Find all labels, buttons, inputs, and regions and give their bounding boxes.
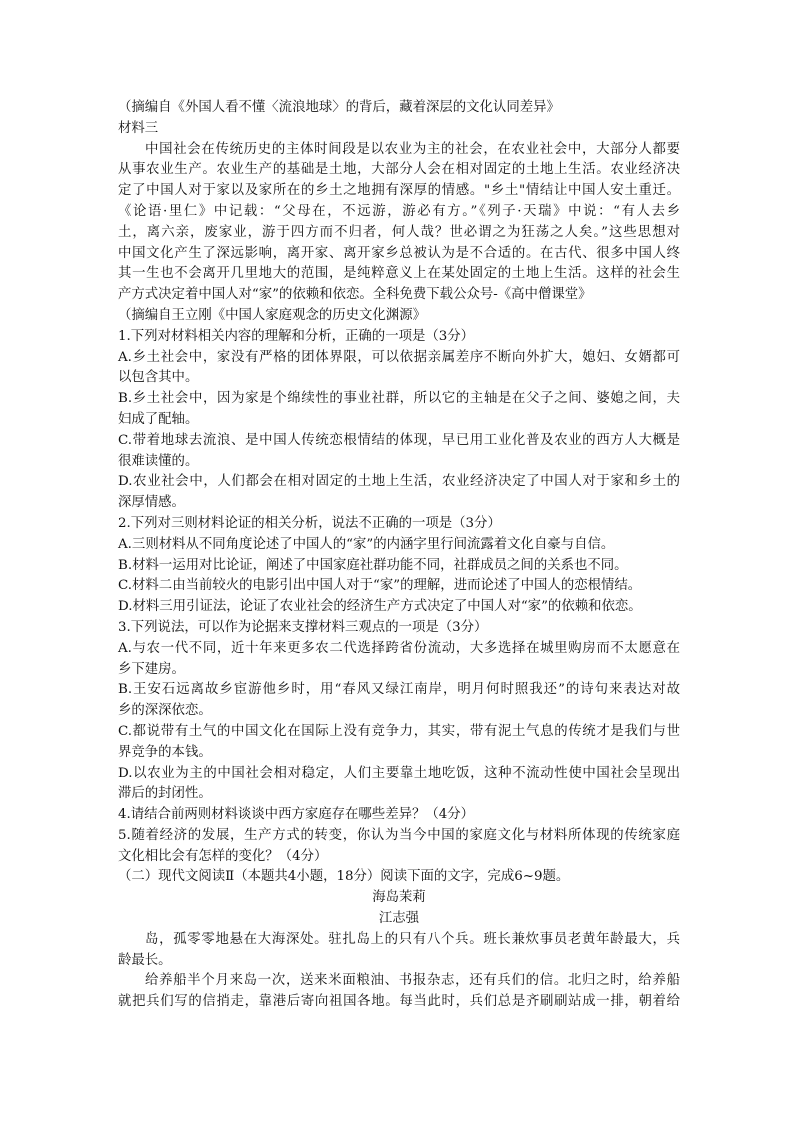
text-line: A.乡土社会中，家没有严格的团体界限，可以依据亲属差序不断向外扩大，媳妇、女婿都可 bbox=[118, 349, 680, 365]
text-line: 中国文化产生了深远影响，离开家、离开家乡总被认为是不合适的。在古代、很多中国人终 bbox=[118, 245, 680, 261]
text-line: 江志强 bbox=[378, 911, 420, 927]
text-line: 乡的深深依恋。 bbox=[118, 703, 212, 719]
text-line: 从事农业生产。农业生产的基础是土地，大部分人会在相对固定的土地上生活。农业经济决 bbox=[118, 162, 680, 178]
text-line: 3.下列说法，可以作为论据来支撑材料三观点的一项是（3分） bbox=[118, 619, 488, 635]
text-line: 妇成了配轴。 bbox=[118, 411, 199, 427]
text-line: （二）现代文阅读Ⅱ（本题共4小题，18分）阅读下面的文字，完成6~9题。 bbox=[118, 869, 570, 885]
text-line: 1.下列对材料相关内容的理解和分析，正确的一项是（3分） bbox=[118, 328, 475, 344]
text-line: 龄最长。 bbox=[118, 952, 172, 968]
text-line: D.农业社会中，人们都会在相对固定的土地上生活，农业经济决定了中国人对于家和乡土的 bbox=[118, 474, 680, 490]
text-line: 其一生也不会离开几里地大的范围，是纯粹意义上在某处固定的土地上生活。这样的社会生 bbox=[118, 266, 680, 282]
text-line: A.与农一代不同，近十年来更多农二代选择跨省份流动，大多选择在城里购房而不太愿意在 bbox=[118, 640, 680, 656]
text-line: 给养船半个月来岛一次，送来米面粮油、书报杂志，还有兵们的信。北归之时，给养船 bbox=[145, 973, 680, 989]
text-line: 产方式决定着中国人对“家”的依赖和依恋。全科免费下载公众号-《高中僧课堂》 bbox=[118, 287, 592, 303]
text-line: （摘编自《外国人看不懂〈流浪地球〉的背后，藏着深层的文化认同差异》 bbox=[118, 100, 560, 115]
text-line: 以包含其中。 bbox=[118, 370, 199, 386]
text-line: B.王安石远离故乡宦游他乡时，用“春风又绿江南岸，明月何时照我还”的诗句来表达对故 bbox=[118, 682, 680, 698]
text-line: 4.请结合前两则材料谈谈中西方家庭存在哪些差异？（4分） bbox=[118, 807, 475, 823]
text-line: 定了中国人对于家以及家所在的乡土之地拥有深厚的情感。"乡土"情结让中国人安土重迁。 bbox=[118, 183, 680, 199]
text-line: 《论语·里仁》中记载：“父母在，不远游，游必有方。”《列子·天瑞》中说：“有人去乡 bbox=[118, 203, 680, 219]
text-line: 岛，孤零零地悬在大海深处。驻扎岛上的只有八个兵。班长兼炊事员老黄年龄最大，兵 bbox=[145, 931, 680, 947]
text-line: 很难读懂的。 bbox=[118, 453, 199, 469]
text-line: 材料三 bbox=[118, 120, 159, 136]
text-line: C.都说带有土气的中国文化在国际上没有竞争力，其实，带有泥土气息的传统才是我们与世 bbox=[118, 723, 680, 739]
text-line: 乡下建房。 bbox=[118, 661, 185, 677]
text-line: B.材料一运用对比论证，阐述了中国家庭社群功能不同，社群成员之间的关系也不同。 bbox=[118, 557, 628, 573]
text-line: D.以农业为主的中国社会相对稳定，人们主要靠土地吃饭，这种不流动性使中国社会呈现出 bbox=[118, 765, 680, 781]
text-line: 海岛茉莉 bbox=[372, 890, 426, 906]
text-line: 就把兵们写的信捎走，靠港后寄向祖国各地。每当此时，兵们总是齐刷刷站成一排，朝着给 bbox=[118, 994, 680, 1010]
text-line: 滞后的封闭性。 bbox=[118, 786, 212, 802]
text-line: （摘编自王立刚《中国人家庭观念的历史文化渊源》 bbox=[118, 307, 426, 323]
document-page bbox=[118, 98, 680, 1013]
text-line: C.带着地球去流浪、是中国人传统恋根情结的体现，早已用工业化普及农业的西方人大概是 bbox=[118, 432, 680, 448]
text-line: 2.下列对三则材料论证的相关分析，说法不正确的一项是（3分） bbox=[118, 515, 501, 531]
text-line: 土，离六亲，废家业，游于四方而不归者，何人哉？世必谓之为狂荡之人矣。”这些思想对 bbox=[118, 224, 680, 240]
text-line: 界竞争的本钱。 bbox=[118, 744, 212, 760]
text-line: 文化相比会有怎样的变化？（4分） bbox=[118, 848, 328, 864]
text-line: A.三则材料从不同角度论述了中国人的“家”的内涵字里行间流露着文化自豪与自信。 bbox=[118, 536, 615, 552]
text-line: D.材料三用引证法，论证了农业社会的经济生产方式决定了中国人对“家”的依赖和依恋。 bbox=[118, 599, 642, 615]
text-line: C.材料二由当前较火的电影引出中国人对于“家”的理解，进而论述了中国人的恋根情结。 bbox=[118, 578, 642, 594]
text-line: 深厚情感。 bbox=[118, 495, 185, 511]
text-line: 中国社会在传统历史的主体时间段是以农业为主的社会，在农业社会中，大部分人都要 bbox=[145, 141, 680, 157]
text-line: B.乡土社会中，因为家是个绵续性的事业社群，所以它的主轴是在父子之间、婆媳之间，夫 bbox=[118, 391, 680, 407]
text-line: 5.随着经济的发展，生产方式的转变，你认为当今中国的家庭文化与材料所体现的传统家庭 bbox=[118, 827, 680, 843]
